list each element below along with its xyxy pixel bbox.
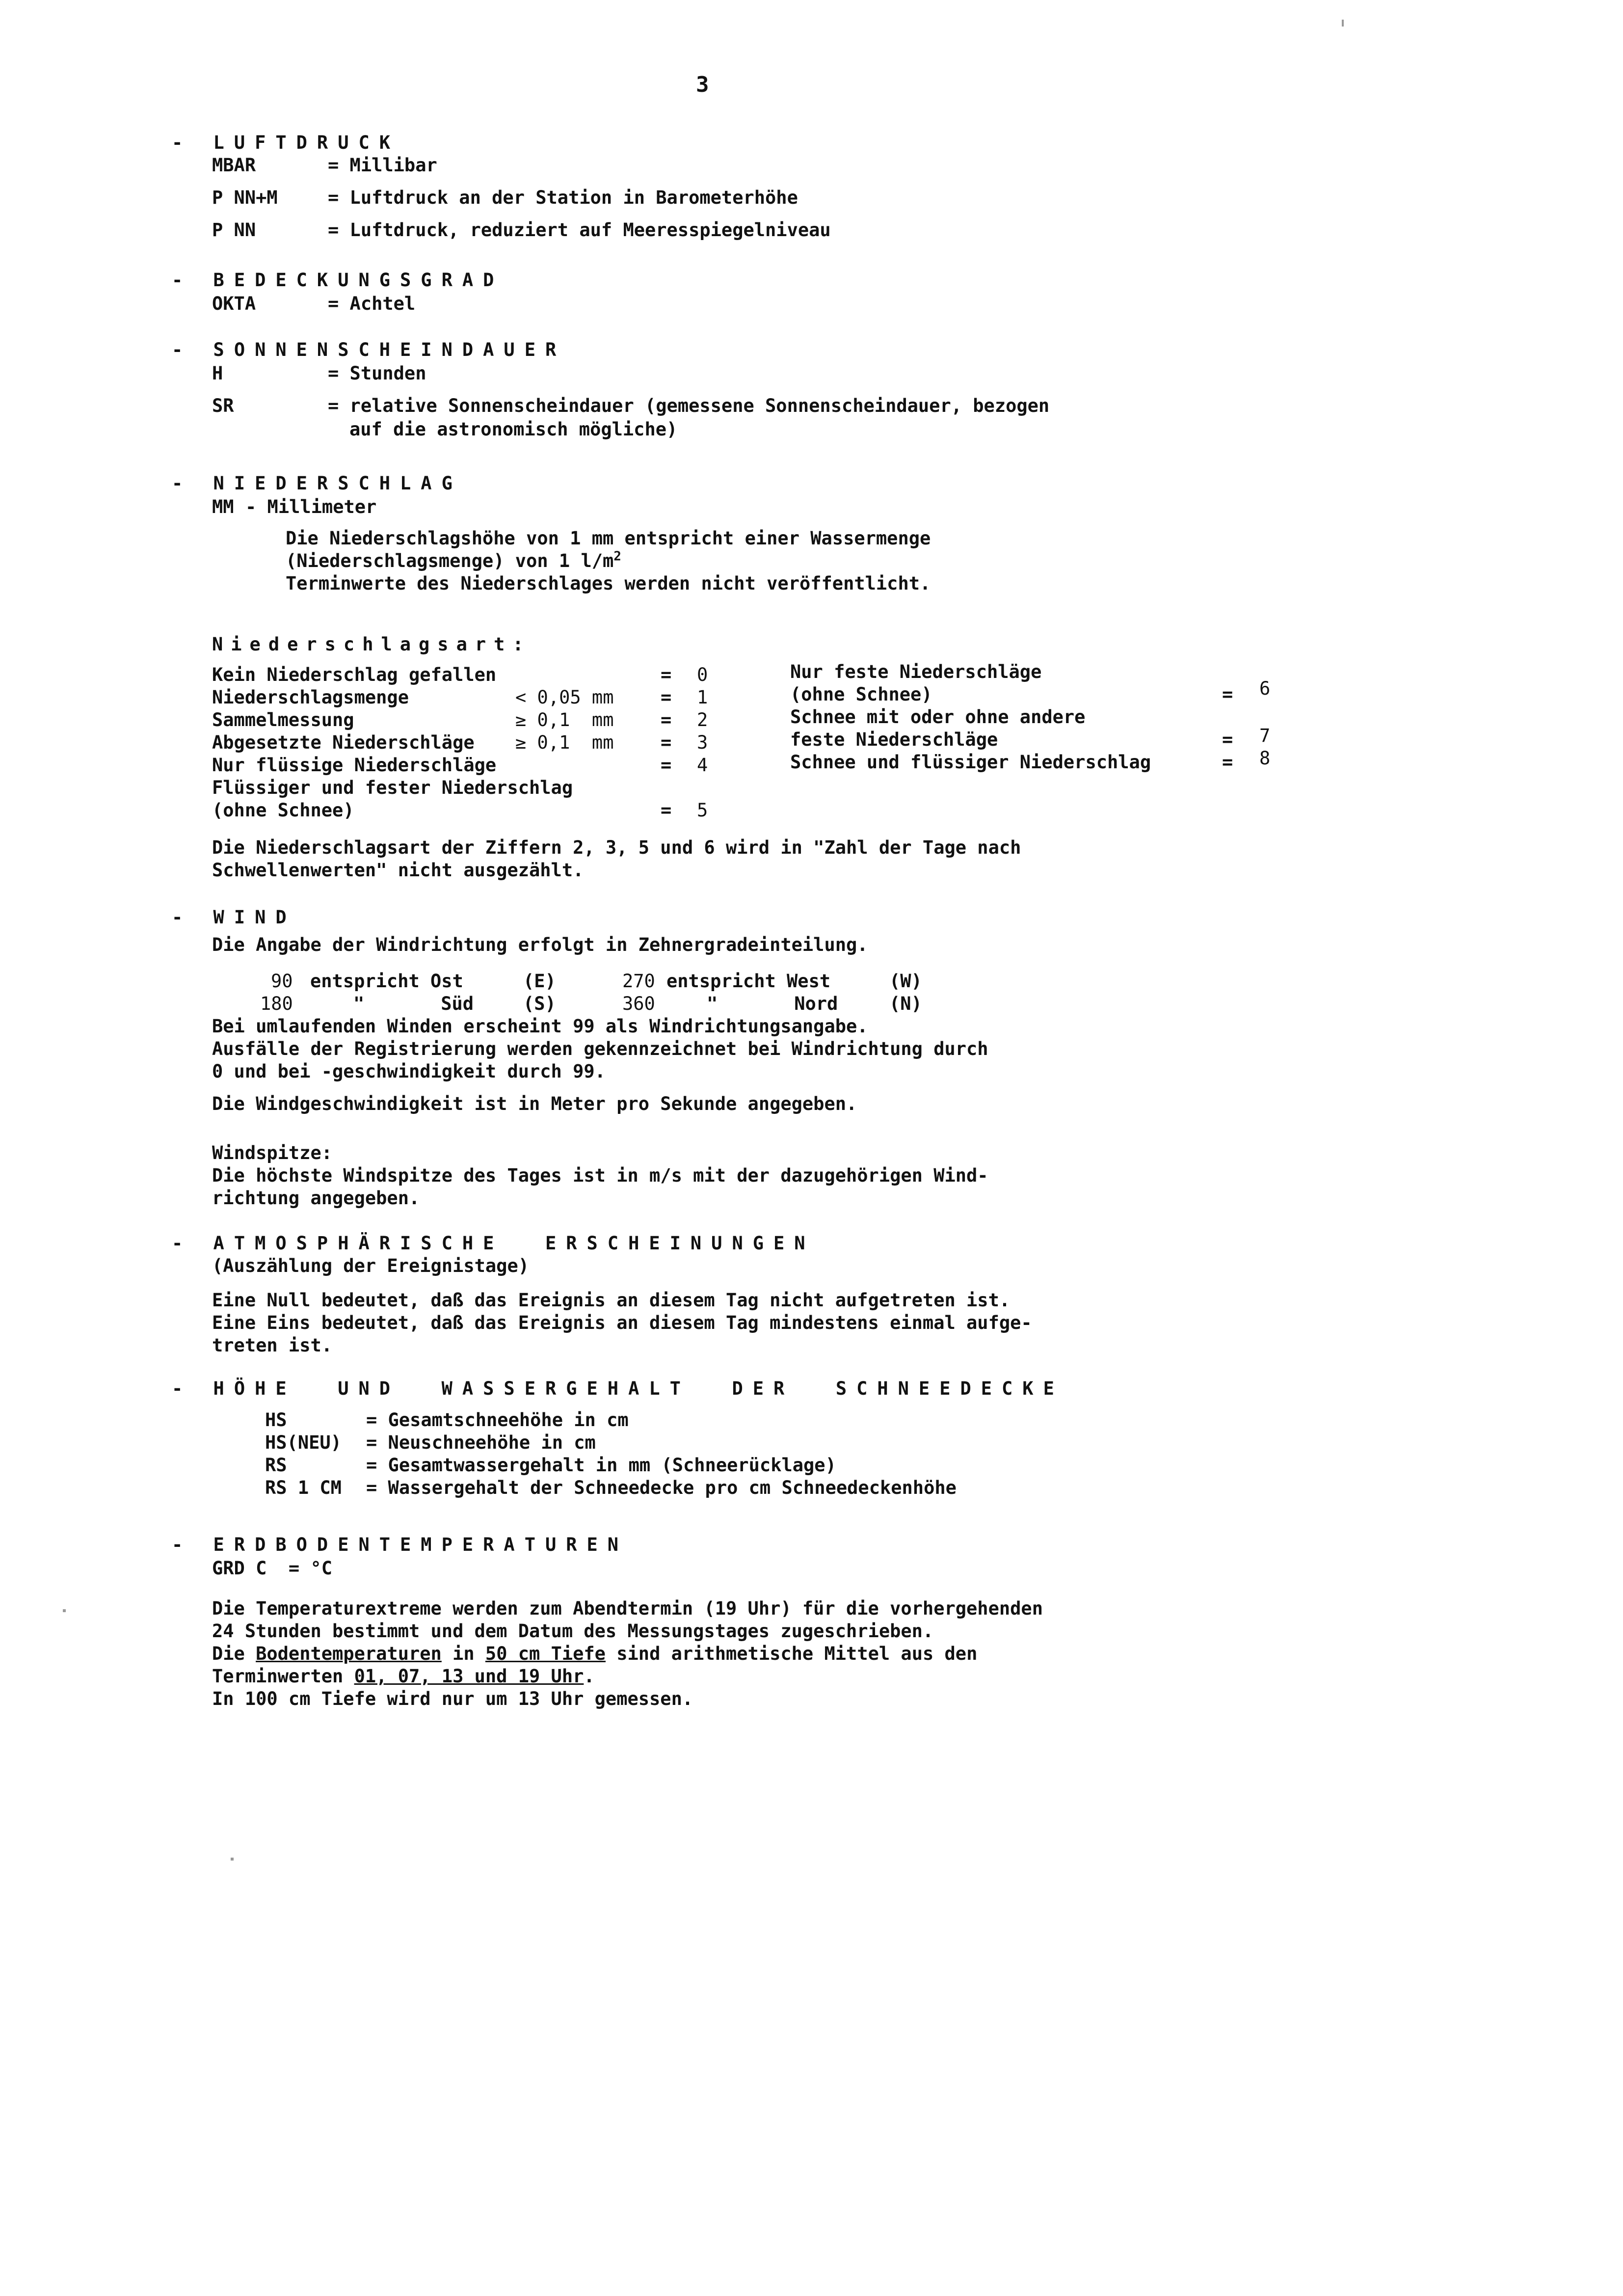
luftdruck-text-pnnm: = Luftdruck an der Station in Barometerhöhe <box>328 187 798 208</box>
niederschlag-unit-key: MM <box>212 496 234 517</box>
heading-schneedecke: - HÖHE UND WASSERGEHALT DER SCHNEEDECKE <box>172 1378 1064 1399</box>
schnee-text-hsneu: = Neuschneehöhe in cm <box>366 1432 596 1453</box>
schnee-text-rs: = Gesamtwassergehalt in mm (Schneerücklage) <box>366 1455 836 1476</box>
wind-dir-row2-d: 360 <box>622 993 655 1014</box>
windspitze-line-1: Die höchste Windspitze des Tages ist in m/s mit der dazugehörigen Wind- <box>212 1165 988 1186</box>
wind-dir-row2-a: 180 <box>260 993 293 1014</box>
bedeckung-text-okta: = Achtel <box>328 293 416 314</box>
erdboden-line-3 <box>212 1643 977 1665</box>
schnee-key-rs: RS <box>265 1455 287 1476</box>
erdboden-line-4 <box>212 1665 595 1688</box>
heading-sonnenscheindauer: - SONNENSCHEINDAUER <box>172 339 566 360</box>
nsart-right-val: 6 <box>1259 678 1271 699</box>
erdboden-line-3-b: Bodentemperaturen <box>256 1643 442 1664</box>
wind-dir-row1-a: 90 <box>271 971 293 992</box>
nsart-left-val: 4 <box>697 755 708 776</box>
luftdruck-key-pnn: P NN <box>212 219 256 241</box>
scan-speck <box>63 1609 66 1612</box>
sonne-text-sr: = relative Sonnenscheindauer (gemessene Sonnenscheindauer, bezogen <box>328 395 1050 416</box>
sonne-key-sr: SR <box>212 395 234 416</box>
erdboden-line-3-e: sind arithmetische Mittel aus den <box>605 1643 978 1664</box>
niederschlagsart-heading: Niederschlagsart: <box>212 634 532 655</box>
luftdruck-key-pnnm: P NN+M <box>212 187 278 208</box>
wind-dir-row1-d: 270 <box>622 971 655 992</box>
schnee-key-hsneu: HS(NEU) <box>265 1432 342 1453</box>
erdboden-line-3-c: in <box>441 1643 485 1664</box>
wind-intro: Die Angabe der Windrichtung erfolgt in Zehnergradeinteilung. <box>212 934 868 955</box>
wind-dir-row2-c: (S) <box>523 993 556 1014</box>
wind-dir-row1-c: (E) <box>523 971 556 992</box>
niederschlag-para-2 <box>286 550 621 572</box>
heading-bedeckungsgrad: - BEDECKUNGSGRAD <box>172 270 504 291</box>
nsart-right-eq: = <box>1222 752 1233 773</box>
wind-dir-row2-e: " Nord <box>707 993 838 1014</box>
sonne-text-h: = Stunden <box>328 363 426 384</box>
erdboden-line-4-a: Terminwerten <box>212 1666 354 1687</box>
scan-speck <box>1342 20 1344 27</box>
niederschlag-para-3: Terminwerte des Niederschlages werden nicht veröffentlicht. <box>286 573 931 594</box>
nsart-right-label: Nur feste Niederschläge <box>790 661 1042 682</box>
nsart-left-val: 3 <box>697 732 708 753</box>
erdboden-unit: GRD C = °C <box>212 1558 333 1579</box>
wind-line-1: Bei umlaufenden Winden erscheint 99 als Windrichtungsangabe. <box>212 1016 868 1037</box>
wind-line-3: 0 und bei -geschwindigkeit durch 99. <box>212 1061 606 1082</box>
windspitze-line-2: richtung angegeben. <box>212 1188 420 1209</box>
nsart-left-cond: < 0,05 mm <box>515 687 614 708</box>
schnee-text-hs: = Gesamtschneehöhe in cm <box>366 1409 629 1431</box>
wind-dir-row2-b: " Süd <box>353 993 474 1014</box>
nsart-left-label: Abgesetzte Niederschläge <box>212 732 475 753</box>
heading-luftdruck: - LUFTDRUCK <box>172 132 400 153</box>
atmo-line-1: Eine Null bedeutet, daß das Ereignis an diesem Tag nicht aufgetreten ist. <box>212 1290 1011 1311</box>
scan-speck <box>231 1858 234 1861</box>
wind-dir-row1-e: entspricht West <box>666 971 831 992</box>
nsart-right-eq: = <box>1222 729 1233 750</box>
erdboden-line-3-a: Die <box>212 1643 256 1664</box>
nsart-left-eq: = <box>661 687 672 708</box>
nsart-right-val: 7 <box>1259 725 1271 746</box>
nsart-left-label: Niederschlagsmenge <box>212 687 409 708</box>
niederschlag-para-1: Die Niederschlagshöhe von 1 mm entspricht einer Wassermenge <box>286 528 931 549</box>
atmo-line-2: Eine Eins bedeutet, daß das Ereignis an diesem Tag mindestens einmal aufge- <box>212 1312 1032 1333</box>
erdboden-line-1: Die Temperaturextreme werden zum Abendtermin (19 Uhr) für die vorhergehenden <box>212 1598 1043 1619</box>
niederschlag-note-2: Schwellenwerten" nicht ausgezählt. <box>212 860 584 881</box>
wind-line-2: Ausfälle der Registrierung werden gekennzeichnet bei Windrichtung durch <box>212 1038 988 1059</box>
niederschlag-para-2-sup: 2 <box>613 549 621 564</box>
nsart-right-label: (ohne Schnee) <box>790 684 932 705</box>
nsart-left-cond: ≥ 0,1 mm <box>515 709 614 730</box>
bedeckung-key-okta: OKTA <box>212 293 256 314</box>
erdboden-line-3-d: 50 cm Tiefe <box>485 1643 606 1664</box>
nsart-left-val: 5 <box>697 800 708 821</box>
nsart-right-eq: = <box>1222 684 1233 705</box>
nsart-left-label: Sammelmessung <box>212 709 354 730</box>
nsart-left-label: (ohne Schnee) <box>212 800 354 821</box>
schnee-key-rs1cm: RS 1 CM <box>265 1477 342 1498</box>
luftdruck-text-pnn: = Luftdruck, reduziert auf Meeresspiegelniveau <box>328 219 831 241</box>
niederschlag-para-2-text: (Niederschlagsmenge) von 1 l/m <box>286 550 614 571</box>
atmo-subtitle: (Auszählung der Ereignistage) <box>212 1255 530 1276</box>
nsart-left-val: 0 <box>697 664 708 685</box>
schnee-text-rs1cm: = Wassergehalt der Schneedecke pro cm Schneedeckenhöhe <box>366 1477 957 1498</box>
luftdruck-key-mbar: MBAR <box>212 155 256 176</box>
nsart-right-label: feste Niederschläge <box>790 729 998 750</box>
nsart-right-label: Schnee mit oder ohne andere <box>790 706 1086 728</box>
wind-dir-row1-f: (W) <box>889 971 922 992</box>
niederschlag-note-1: Die Niederschlagsart der Ziffern 2, 3, 5 und 6 wird in "Zahl der Tage nach <box>212 837 1021 858</box>
heading-wind: - WIND <box>172 907 296 928</box>
erdboden-line-2: 24 Stunden bestimmt und dem Datum des Messungstages zugeschrieben. <box>212 1621 934 1642</box>
erdboden-line-4-c: . <box>584 1666 595 1687</box>
nsart-left-eq: = <box>661 664 672 685</box>
page-number: 3 <box>696 72 709 97</box>
nsart-left-eq: = <box>661 732 672 753</box>
niederschlag-unit-text: - Millimeter <box>245 496 377 517</box>
erdboden-line-5: In 100 cm Tiefe wird nur um 13 Uhr gemessen. <box>212 1688 693 1709</box>
wind-dir-row2-f: (N) <box>889 993 922 1014</box>
wind-line-4: Die Windgeschwindigkeit ist in Meter pro Sekunde angegeben. <box>212 1093 857 1114</box>
nsart-left-label: Nur flüssige Niederschläge <box>212 755 497 776</box>
erdboden-line-4-b: 01, 07, 13 und 19 Uhr <box>354 1666 584 1687</box>
heading-erdbodentemperaturen: - ERDBODENTEMPERATUREN <box>172 1534 629 1555</box>
schnee-key-hs: HS <box>265 1409 287 1431</box>
nsart-left-val: 2 <box>697 709 708 730</box>
nsart-left-label: Flüssiger und fester Niederschlag <box>212 777 573 798</box>
sonne-text-sr-cont: auf die astronomisch mögliche) <box>349 419 678 440</box>
nsart-left-val: 1 <box>697 687 708 708</box>
heading-niederschlag: - NIEDERSCHLAG <box>172 473 462 494</box>
luftdruck-text-mbar: = Millibar <box>328 155 437 176</box>
nsart-left-label: Kein Niederschlag gefallen <box>212 664 497 685</box>
wind-dir-row1-b: entspricht Ost <box>310 971 463 992</box>
nsart-left-eq: = <box>661 800 672 821</box>
atmo-line-3: treten ist. <box>212 1335 333 1356</box>
nsart-left-eq: = <box>661 755 672 776</box>
nsart-right-val: 8 <box>1259 748 1271 769</box>
nsart-left-cond: ≥ 0,1 mm <box>515 732 614 753</box>
heading-atmospharische-erscheinungen: - ATMOSPHÄRISCHE ERSCHEINUNGEN <box>172 1233 815 1254</box>
nsart-left-eq: = <box>661 709 672 730</box>
sonne-key-h: H <box>212 363 223 384</box>
nsart-right-label: Schnee und flüssiger Niederschlag <box>790 752 1151 773</box>
windspitze-label: Windspitze: <box>212 1142 333 1163</box>
